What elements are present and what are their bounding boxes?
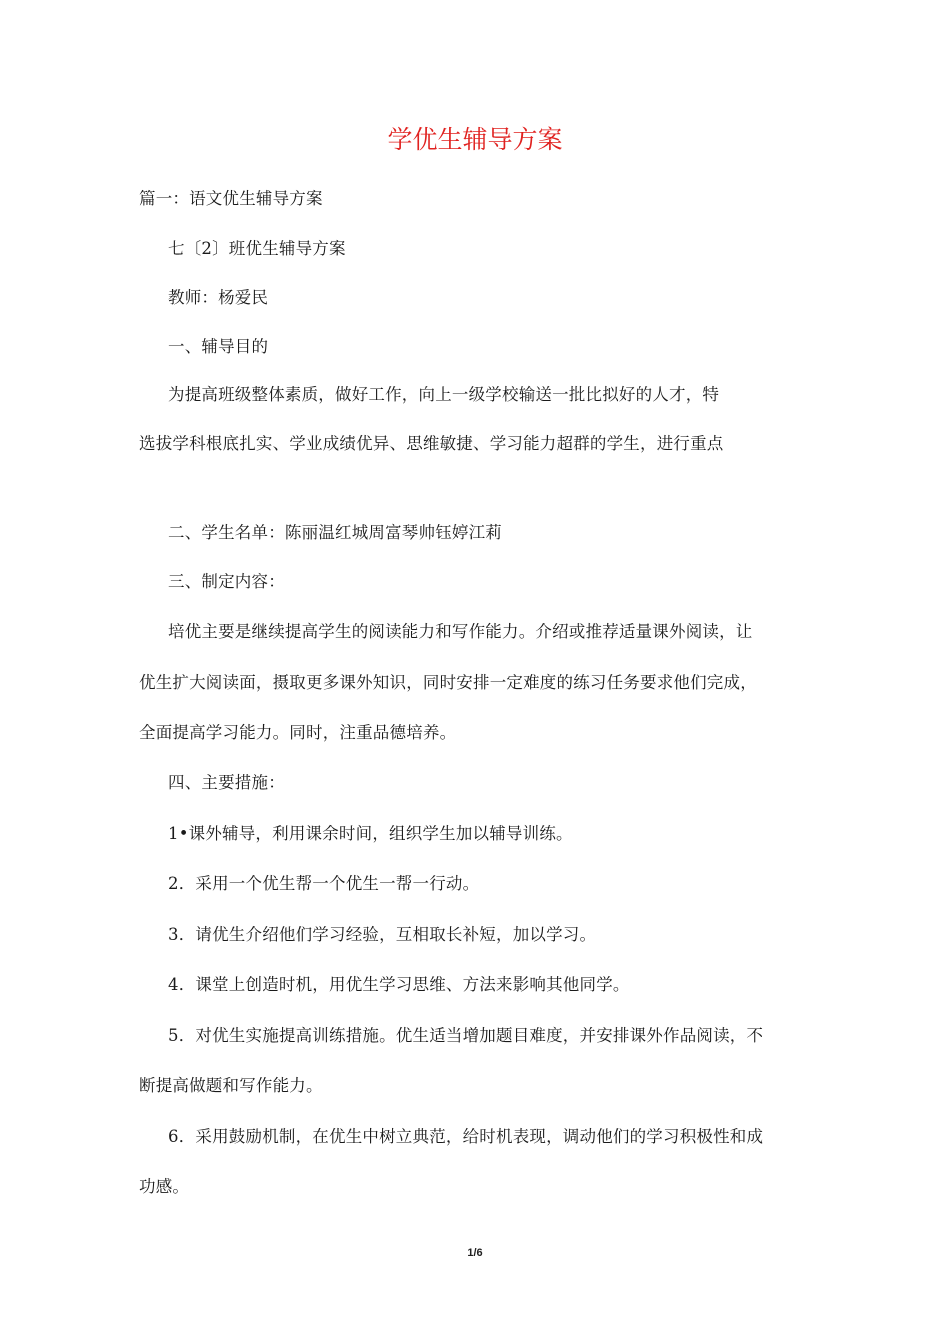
page-number: 1/6 [467,1247,483,1259]
list-item: 6．采用鼓励机制，在优生中树立典范，给时机表现，调动他们的学习积极性和成 [168,1127,764,1146]
teacher-line: 教师：杨爱民 [168,288,269,307]
list-item: 3．请优生介绍他们学习经验，互相取长补短，加以学习。 [168,925,597,944]
heading-goal: 一、辅导目的 [168,337,269,356]
student-list: 二、学生名单：陈丽温红城周富琴帅钰婷江莉 [168,523,502,542]
paragraph-line: 全面提高学习能力。同时，注重品德培养。 [139,723,457,742]
list-item: 2．采用一个优生帮一个优生一帮一行动。 [168,874,480,893]
paragraph-line: 优生扩大阅读面，摄取更多课外知识，同时安排一定难度的练习任务要求他们完成， [139,673,757,692]
paragraph-line: 为提高班级整体素质，做好工作，向上一级学校输送一批比拟好的人才，特 [168,385,720,404]
list-item: 4．课堂上创造时机，用优生学习思维、方法来影响其他同学。 [168,975,630,994]
list-item: 1•课外辅导，利用课余时间，组织学生加以辅导训练。 [168,824,573,843]
list-item: 5．对优生实施提高训练措施。优生适当增加题目难度，并安排课外作品阅读，不 [168,1026,764,1045]
paragraph-line: 选拔学科根底扎实、学业成绩优异、思维敏捷、学习能力超群的学生，进行重点 [139,434,724,453]
heading-measures: 四、主要措施： [168,773,285,792]
heading-content: 三、制定内容： [168,572,285,591]
list-item-continuation: 断提高做题和写作能力。 [139,1076,323,1095]
list-item-continuation: 功感。 [139,1177,190,1196]
document-title: 学优生辅导方案 [387,125,563,154]
section-heading: 篇一：语文优生辅导方案 [139,189,323,208]
class-heading: 七〔2〕班优生辅导方案 [168,239,346,258]
paragraph-line: 培优主要是继续提高学生的阅读能力和写作能力。介绍或推荐适量课外阅读，让 [168,622,753,641]
